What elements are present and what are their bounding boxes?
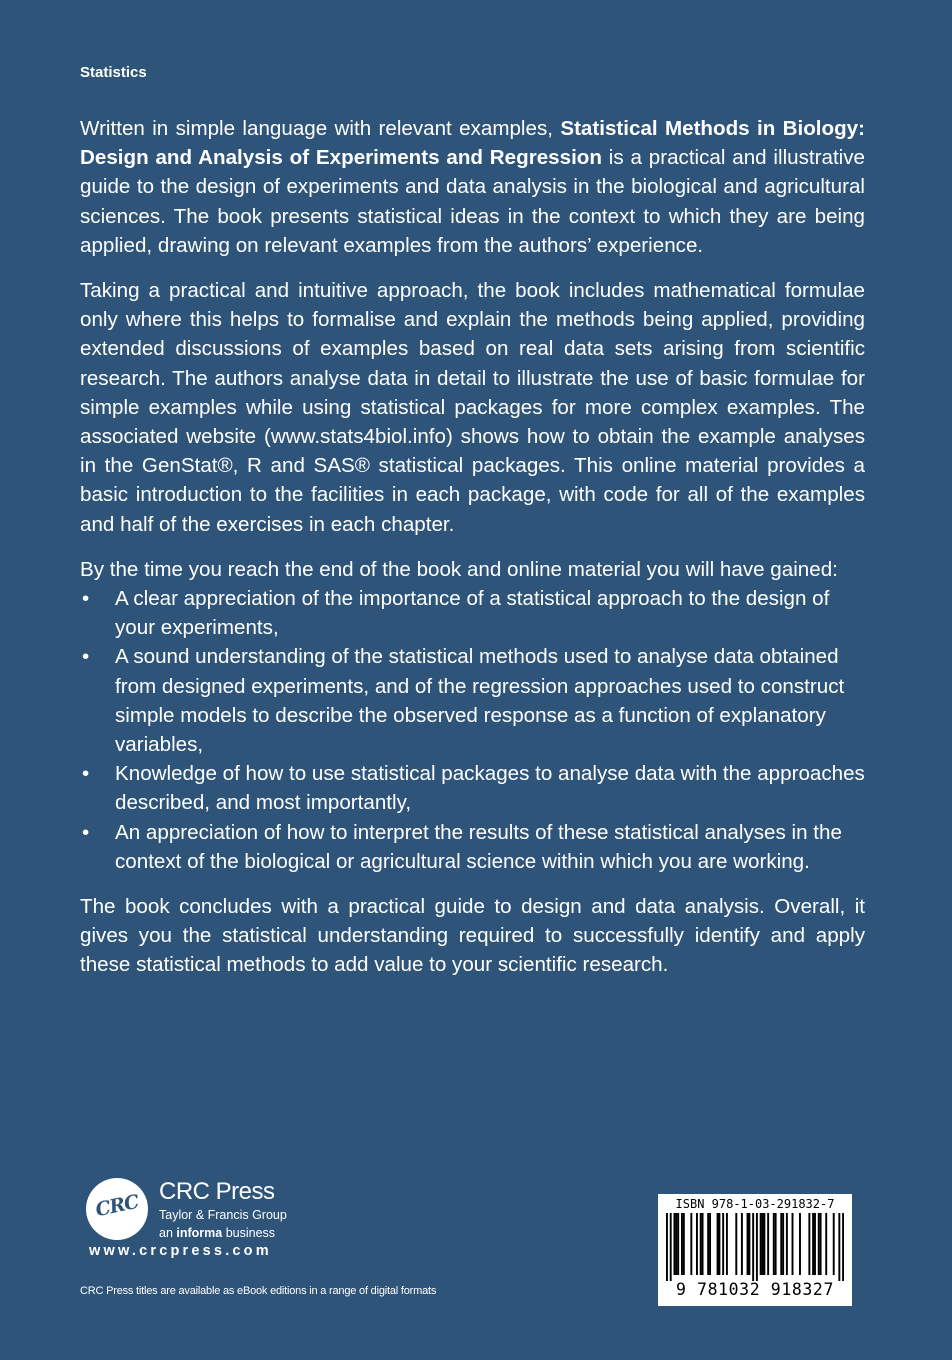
gains-list bbox=[80, 584, 865, 876]
publisher-name: CRC Press bbox=[159, 1178, 275, 1205]
publisher-group: Taylor & Francis Group bbox=[159, 1208, 287, 1222]
barcode-bar bbox=[786, 1213, 788, 1275]
barcode-bar bbox=[683, 1213, 685, 1275]
logo-text: CRC bbox=[93, 1190, 141, 1222]
barcode-number: 9 781032 918327 bbox=[675, 1280, 834, 1299]
barcode-bar bbox=[726, 1213, 728, 1275]
intro-text-end: is a practical and illustrative guide to the design of experiments and data analysis in the biological and agricultural sciences. The book presents statistical ideas in the context to which they are being applied, drawing on relevant examples from the authors’ experience. bbox=[80, 146, 865, 257]
ebook-note: CRC Press titles are available as eBook editions in a range of digital formats bbox=[80, 1285, 437, 1297]
barcode-bar bbox=[747, 1213, 749, 1275]
barcode-bar bbox=[825, 1213, 827, 1275]
barcode-bar bbox=[709, 1213, 711, 1275]
bullet-icon: • bbox=[82, 762, 90, 786]
informa-word: informa bbox=[176, 1226, 223, 1240]
barcode-bar bbox=[690, 1213, 692, 1275]
barcode-bars bbox=[666, 1213, 844, 1281]
publisher-block bbox=[86, 1178, 346, 1268]
list-item-text: A clear appreciation of the importance of a statistical approach to the design of your experiments, bbox=[115, 587, 830, 640]
barcode-bar bbox=[752, 1213, 754, 1281]
barcode-bar bbox=[812, 1213, 814, 1275]
informa-line bbox=[159, 1226, 275, 1240]
barcode-bar bbox=[696, 1213, 698, 1275]
list-item-text: Knowledge of how to use statistical packages to analyse data with the approaches described, and most importantly, bbox=[115, 762, 865, 815]
barcode-bar bbox=[820, 1213, 822, 1275]
barcode-bar bbox=[838, 1213, 840, 1281]
intro-paragraph bbox=[80, 114, 865, 260]
barcode-bar bbox=[842, 1213, 844, 1281]
bullet-icon: • bbox=[82, 645, 90, 669]
barcode-bar bbox=[681, 1213, 683, 1275]
book-title: Statistical Methods in Biology: Design and Analysis of Experiments and Regression bbox=[80, 117, 865, 170]
barcode-bar bbox=[717, 1213, 719, 1275]
informa-suffix: business bbox=[222, 1226, 276, 1240]
barcode-bar bbox=[666, 1213, 668, 1281]
barcode-bar bbox=[760, 1213, 762, 1275]
barcode-bar bbox=[748, 1213, 750, 1275]
barcode-bar bbox=[675, 1213, 677, 1275]
bullet-icon: • bbox=[82, 820, 90, 844]
barcode-bar bbox=[702, 1213, 704, 1275]
barcode-bar bbox=[756, 1213, 758, 1281]
list-item bbox=[80, 642, 865, 759]
barcode-bar bbox=[792, 1213, 794, 1275]
informa-prefix: an bbox=[159, 1226, 177, 1240]
barcode-bar bbox=[775, 1213, 777, 1275]
barcode-bar bbox=[741, 1213, 743, 1275]
barcode-bar bbox=[707, 1213, 709, 1275]
barcode-bar bbox=[762, 1213, 764, 1275]
bullet-icon: • bbox=[82, 587, 90, 611]
barcode-bar bbox=[767, 1213, 769, 1275]
barcode bbox=[658, 1194, 852, 1306]
list-item bbox=[80, 818, 865, 876]
barcode-bar bbox=[735, 1213, 737, 1275]
barcode-bar bbox=[773, 1213, 775, 1275]
list-item-text: A sound understanding of the statistical methods used to analyse data obtained from designed experiments, and of the regression approaches used to construct simple models to describe the observed response as a function of explanatory variables, bbox=[115, 645, 845, 757]
barcode-bar bbox=[722, 1213, 724, 1275]
barcode-bar bbox=[814, 1213, 816, 1275]
isbn-label: ISBN 978-1-03-291832-7 bbox=[675, 1197, 835, 1211]
barcode-bar bbox=[782, 1213, 784, 1275]
barcode-bar bbox=[673, 1213, 675, 1275]
crc-logo-icon bbox=[86, 1178, 148, 1240]
gains-lead: By the time you reach the end of the book and online material you will have gained: bbox=[80, 557, 838, 581]
barcode-bar bbox=[670, 1213, 672, 1281]
barcode-bar bbox=[799, 1213, 801, 1275]
barcode-bar bbox=[763, 1213, 765, 1275]
list-item-text: An appreciation of how to interpret the results of these statistical analyses in the context of the biological or agricultural science within which you are working. bbox=[115, 820, 842, 873]
list-item bbox=[80, 759, 865, 817]
approach-paragraph: Taking a practical and intuitive approach, the book includes mathematical formulae only where this helps to formalise and explain the methods being applied, providing extended discussions of examples based on real data sets arising from scientific research. The authors analyse data in detail to illustrate the use of basic formulae for simple examples while using statistical packages for more complex examples. The associated website (www.stats4biol.info) shows how to obtain the example analyses in the GenStat®, R and SAS® statistical packages. This online material provides a basic introduction to the facilities in each package, with code for all of the examples and half of the exercises in each chapter. bbox=[80, 279, 865, 536]
back-cover-blurb bbox=[80, 114, 865, 996]
barcode-bar bbox=[780, 1213, 782, 1275]
barcode-bar bbox=[677, 1213, 679, 1275]
barcode-bar bbox=[833, 1213, 835, 1275]
barcode-bar bbox=[818, 1213, 820, 1275]
barcode-bar bbox=[718, 1213, 720, 1275]
conclusion-paragraph: The book concludes with a practical guide to design and data analysis. Overall, it gives you the statistical understanding required to successfully identify and apply these statistical methods to add value to your scientific research. bbox=[80, 895, 865, 977]
barcode-bar bbox=[700, 1213, 702, 1275]
intro-text-start: Written in simple language with relevant examples, bbox=[80, 117, 561, 140]
barcode-bar bbox=[808, 1213, 810, 1275]
publisher-url: www.crcpress.com bbox=[89, 1243, 272, 1259]
category-label: Statistics bbox=[80, 64, 147, 81]
list-item bbox=[80, 584, 865, 642]
